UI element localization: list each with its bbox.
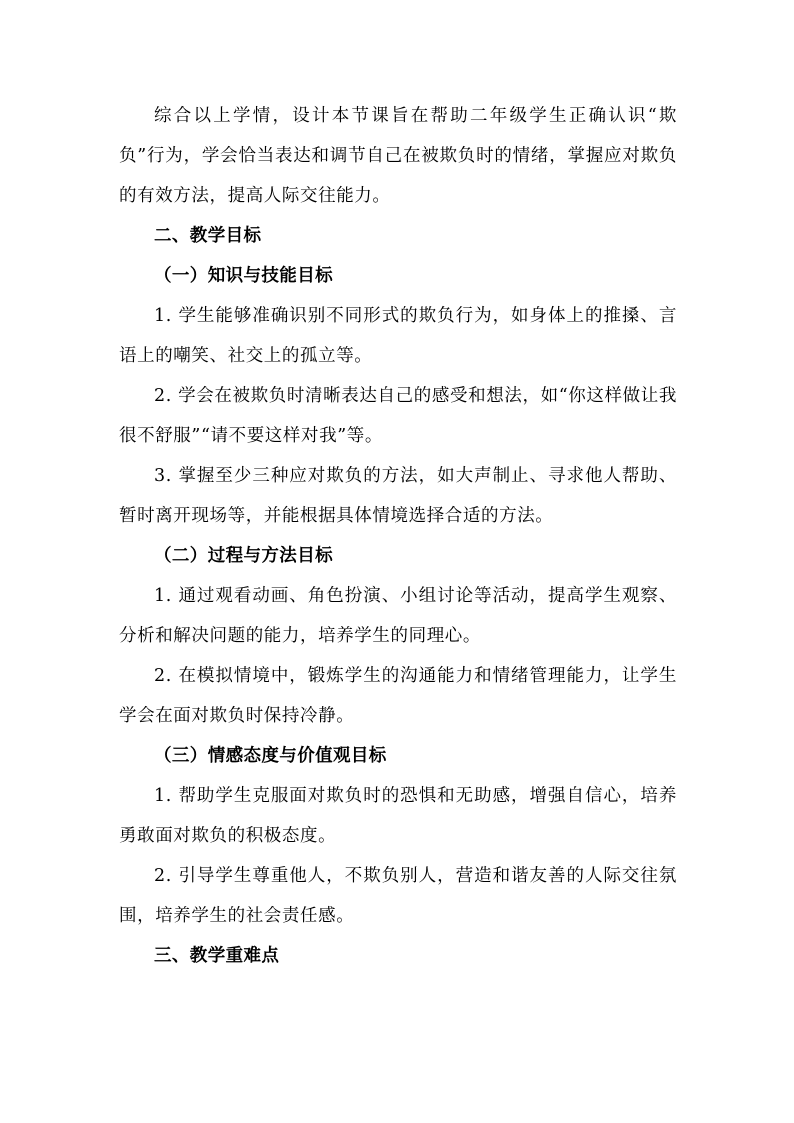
subsection-heading-knowledge-skills: （一）知识与技能目标	[154, 266, 333, 286]
goal-item-process-1: 1. 通过观看动画、角色扮演、小组讨论等活动，提高学生观察、分析和解决问题的能力，培养学生的同理心。	[119, 586, 677, 646]
subsection-heading-process-methods: （二）过程与方法目标	[154, 546, 333, 566]
goal-item-knowledge-1: 1. 学生能够准确识别不同形式的欺负行为，如身体上的推搡、言语上的嘲笑、社交上的孤立等。	[119, 306, 677, 366]
goal-item-knowledge-3: 3. 掌握至少三种应对欺负的方法，如大声制止、寻求他人帮助、暂时离开现场等，并能根据具体情境选择合适的方法。	[119, 466, 677, 526]
goal-item-process-2: 2. 在模拟情境中，锻炼学生的沟通能力和情绪管理能力，让学生学会在面对欺负时保持冷静。	[119, 666, 677, 726]
section-heading-key-difficulties: 三、教学重难点	[154, 946, 280, 966]
goal-item-emotion-2: 2. 引导学生尊重他人，不欺负别人，营造和谐友善的人际交往氛围，培养学生的社会责任感。	[119, 866, 677, 926]
intro-paragraph: 综合以上学情，设计本节课旨在帮助二年级学生正确认识“欺负”行为，学会恰当表达和调节自己在被欺负时的情绪，掌握应对欺负的有效方法，提高人际交往能力。	[119, 106, 677, 206]
goal-item-emotion-1: 1. 帮助学生克服面对欺负时的恐惧和无助感，增强自信心，培养勇敢面对欺负的积极态度。	[119, 786, 677, 846]
goal-item-knowledge-2: 2. 学会在被欺负时清晰表达自己的感受和想法，如“你这样做让我很不舒服”“请不要这样对我”等。	[119, 386, 677, 446]
document-body	[119, 96, 677, 976]
section-heading-teaching-goals: 二、教学目标	[154, 226, 262, 246]
subsection-heading-emotion-values: （三）情感态度与价值观目标	[154, 746, 387, 766]
